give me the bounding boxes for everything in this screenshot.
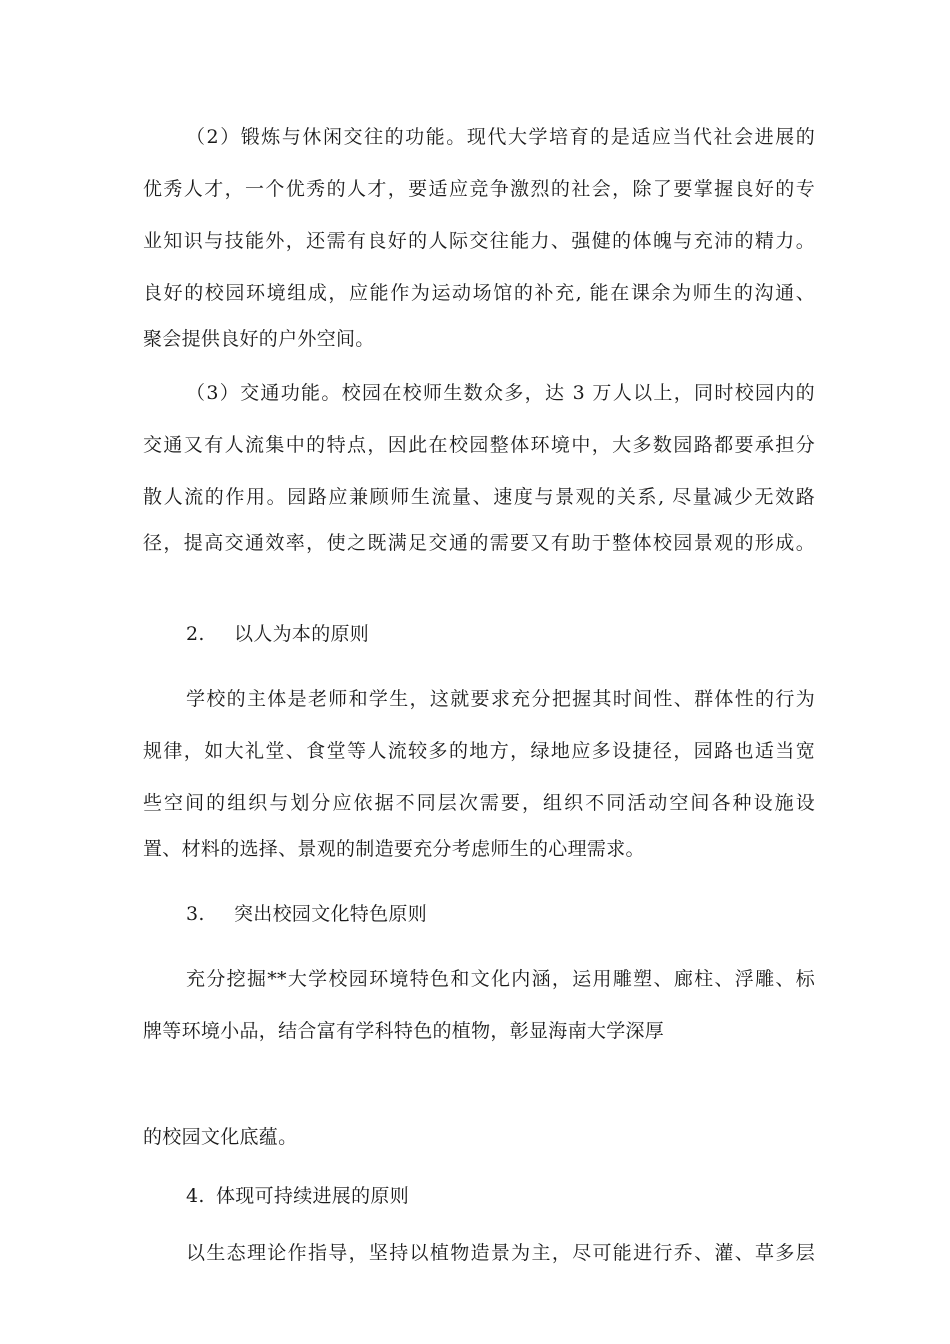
- heading-text: 体现可持续进展的原则: [216, 1185, 410, 1207]
- paragraph-line: 学校的主体是老师和学生，这就要求充分把握其时间性、群体性的行为: [186, 688, 815, 710]
- paragraph-line: 牌等环境小品，结合富有学科特色的植物，彰显海南大学深厚: [143, 1020, 665, 1042]
- paragraph-line: 交通又有人流集中的特点，因此在校园整体环境中，大多数园路都要承担分: [143, 434, 815, 456]
- paragraph-line: 良好的校园环境组成，应能作为运动场馆的补充, 能在课余为师生的沟通、: [143, 282, 815, 304]
- section-heading: [186, 901, 427, 927]
- heading-number: 4.: [186, 1185, 205, 1207]
- paragraph-line: 规律，如大礼堂、食堂等人流较多的地方，绿地应多设捷径，园路也适当宽: [143, 740, 815, 762]
- heading-text: 以人为本的原则: [234, 623, 370, 645]
- paragraph-line: 径，提高交通效率，使之既满足交通的需要又有助于整体校园景观的形成。: [143, 532, 815, 554]
- heading-number: 3.: [186, 903, 205, 925]
- paragraph-line: 业知识与技能外，还需有良好的人际交往能力、强健的体魄与充沛的精力。: [143, 230, 815, 252]
- heading-number: 2.: [186, 623, 205, 645]
- section-heading: [186, 1183, 409, 1209]
- paragraph-line: 优秀人才，一个优秀的人才，要适应竞争激烈的社会，除了要掌握良好的专: [143, 178, 815, 200]
- section-heading: [186, 621, 369, 647]
- paragraph-line: 的校园文化底蕴。: [143, 1126, 298, 1148]
- paragraph-line: 置、材料的选择、景观的制造要充分考虑师生的心理需求。: [143, 838, 645, 860]
- paragraph-line: （2）锻炼与休闲交往的功能。现代大学培育的是适应当代社会进展的: [186, 126, 815, 148]
- paragraph-line: 聚会提供良好的户外空间。: [143, 328, 375, 350]
- paragraph-line: 些空间的组织与划分应依据不同层次需要，组织不同活动空间各种设施设: [143, 792, 815, 814]
- paragraph-line: 以生态理论作指导，坚持以植物造景为主，尽可能进行乔、灌、草多层: [186, 1242, 815, 1264]
- paragraph-line: （3）交通功能。校园在校师生数众多，达 3 万人以上，同时校园内的: [186, 382, 815, 404]
- paragraph-line: 充分挖掘**大学校园环境特色和文化内涵，运用雕塑、廊柱、浮雕、标: [186, 968, 815, 990]
- heading-text: 突出校园文化特色原则: [234, 903, 428, 925]
- paragraph-line: 散人流的作用。园路应兼顾师生流量、速度与景观的关系, 尽量减少无效路: [143, 486, 815, 508]
